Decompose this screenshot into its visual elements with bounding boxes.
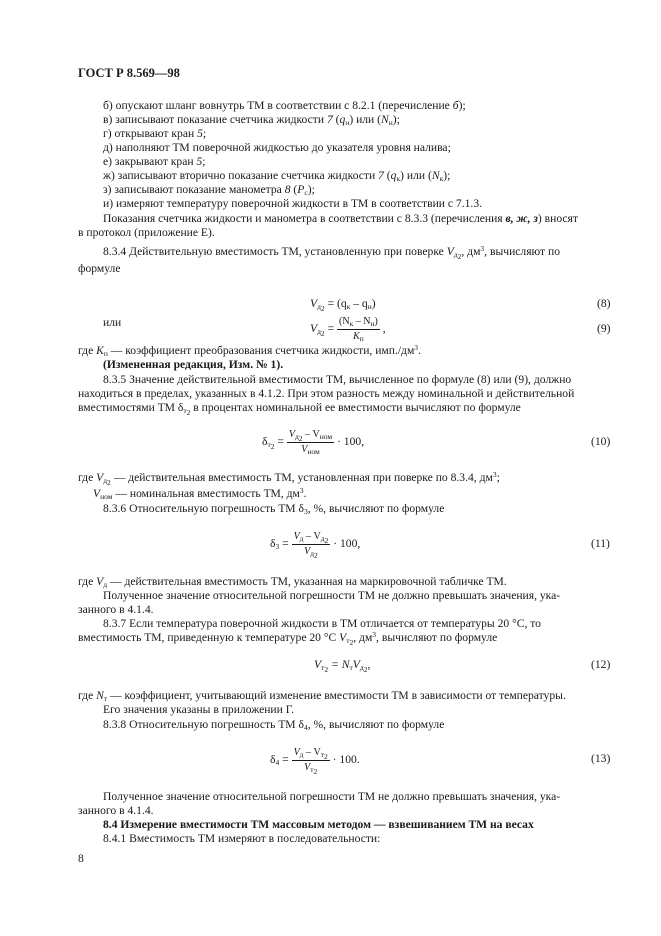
formula-12: $V_{т_2} = N_тV_{д_2}$, <box>314 658 371 674</box>
paragraph-8-3-6: 8.3.6 Относительную погрешность ТМ $\delta_3$, %, вычисляют по формуле <box>103 502 445 516</box>
or-word: или <box>103 316 122 329</box>
equation-number-8: (8) <box>597 297 611 310</box>
where-nt: где $N_т$ — коэффициент, учитывающий изменение вместимости ТМ в зависимости от температуры. <box>78 689 566 703</box>
step-z: з) записывают показание манометра 8 $(P_с)$; <box>103 183 315 197</box>
fraction-10: $\frac{V_{д_2} - V_{ном}}{V_{ном}}$ <box>288 428 333 456</box>
equation-number-11: (11) <box>591 537 610 550</box>
step-i: и) измеряют температуру поверочной жидкости в ТМ в соответствии с 7.1.3. <box>103 197 483 210</box>
where-kp: где $K_п$ — коэффициент преобразования счетчика жидкости, $имп./дм^3$. <box>78 343 421 358</box>
paragraph-8-3-4-cont: формуле <box>78 262 121 275</box>
paragraph-result-2-cont: занного в 4.1.4. <box>78 804 154 817</box>
step-b: б) опускают шланг вовнутрь ТМ в соответствии с 8.2.1 (перечисление б); <box>103 99 466 112</box>
section-8-4-heading: 8.4 Измерение вместимости ТМ массовым методом — взвешиванием ТМ на весах <box>103 818 534 831</box>
paragraph-8-3-8: 8.3.8 Относительную погрешность ТМ $\delta_4$, %, вычисляют по формуле <box>103 718 445 732</box>
formula-10: $\delta_{т_2}$ = $\frac{V_{д_2} - V_{ном}}{V_{ном}}$ · 100, <box>262 428 365 456</box>
paragraph-8-3-5: 8.3.5 Значение действительной вместимости ТМ, вычисленное по формуле (8) или (9), должно <box>103 373 572 386</box>
step-zh: ж) записывают вторично показание счетчика жидкости 7 $(q_к)$ или $(N_к)$; <box>103 169 451 183</box>
paragraph-8-4-1: 8.4.1 Вместимость ТМ измеряют в последовательности: <box>103 832 381 845</box>
paragraph-8-3-7-cont: вместимость ТМ, приведенную к температуре 20 °С $V_{т_2}$, $дм^3$, вычисляют по формуле <box>78 630 498 647</box>
paragraph-appendix: Его значения указаны в приложении Г. <box>103 703 295 716</box>
paragraph-result-1: Полученное значение относительной погрешности ТМ не должно превышать значения, ука- <box>103 589 561 602</box>
formula-9: $V_{д_2}$ = $\frac{(N_к - N_н)}{K_п}$ , <box>310 315 386 343</box>
equation-number-12: (12) <box>591 658 611 671</box>
step-g: г) открывают кран 5; <box>103 127 207 140</box>
equation-number-9: (9) <box>597 322 611 335</box>
fraction-13: $\frac{V_д - V_{т_2}}{V_{т_2}}$ <box>293 746 328 776</box>
page-number: 8 <box>78 852 84 865</box>
step-d: д) наполняют ТМ поверочной жидкостью до указателя уровня налива; <box>103 141 451 154</box>
paragraph-8-3-5-line3: вместимостями ТМ $\delta_{т_2}$ в процентах номинальной ее вместимости вычисляют по формуле <box>78 401 521 417</box>
paragraph-readings-cont: в протокол (приложение Е). <box>78 226 215 239</box>
document-header: ГОСТ Р 8.569—98 <box>78 66 180 80</box>
where-vnom: $V_{ном}$ — номинальная вместимость ТМ, $дм^3$. <box>93 486 307 501</box>
paragraph-result-1-cont: занного в 4.1.4. <box>78 603 154 616</box>
where-vd2: где $V_{д_2}$ — действительная вместимость ТМ, установленная при поверке по 8.3.4, $дм^3$; <box>78 470 500 487</box>
paragraph-8-3-5-line2: находиться в пределах, указанных в 4.1.2. При этом разность между номинальной и действительной <box>78 387 575 400</box>
step-v: в) записывают показание счетчика жидкости 7 $(q_н)$ или $(N_н)$; <box>103 113 400 127</box>
paragraph-8-3-7: 8.3.7 Если температура поверочной жидкости в ТМ отличается от температуры 20 °С, то <box>103 617 541 630</box>
paragraph-result-2: Полученное значение относительной погрешности ТМ не должно превышать значения, ука- <box>103 790 561 803</box>
paragraph-readings: Показания счетчика жидкости и манометра в соответствии с 8.3.3 (перечисления в, ж, з) вносят <box>103 212 578 225</box>
formula-8: $V_{д_2} = (q_к - q_н)$ <box>310 297 376 313</box>
where-vd: где $V_д$ — действительная вместимость ТМ, указанная на маркировочной табличке ТМ. <box>78 575 507 589</box>
paragraph-8-3-4: 8.3.4 Действительную вместимость ТМ, установленную при поверке $V_{д_2}$, $дм^3$, вычисляют по <box>103 244 561 261</box>
equation-number-10: (10) <box>591 435 611 448</box>
equation-number-13: (13) <box>591 752 611 765</box>
fraction-9: $\frac{(N_к - N_н)}{K_п}$ <box>339 315 378 343</box>
formula-11: $\delta_3$ = $\frac{V_д - V_{д_2}}{V_{д_2}}$ · 100, <box>270 530 361 560</box>
amendment-note: (Измененная редакция, Изм. № 1). <box>103 358 284 371</box>
formula-13: $\delta_4$ = $\frac{V_д - V_{т_2}}{V_{т_2}}$ · 100. <box>270 746 360 776</box>
step-e: е) закрывают кран 5; <box>103 155 206 168</box>
fraction-11: $\frac{V_д - V_{д_2}}{V_{д_2}}$ <box>293 530 329 560</box>
